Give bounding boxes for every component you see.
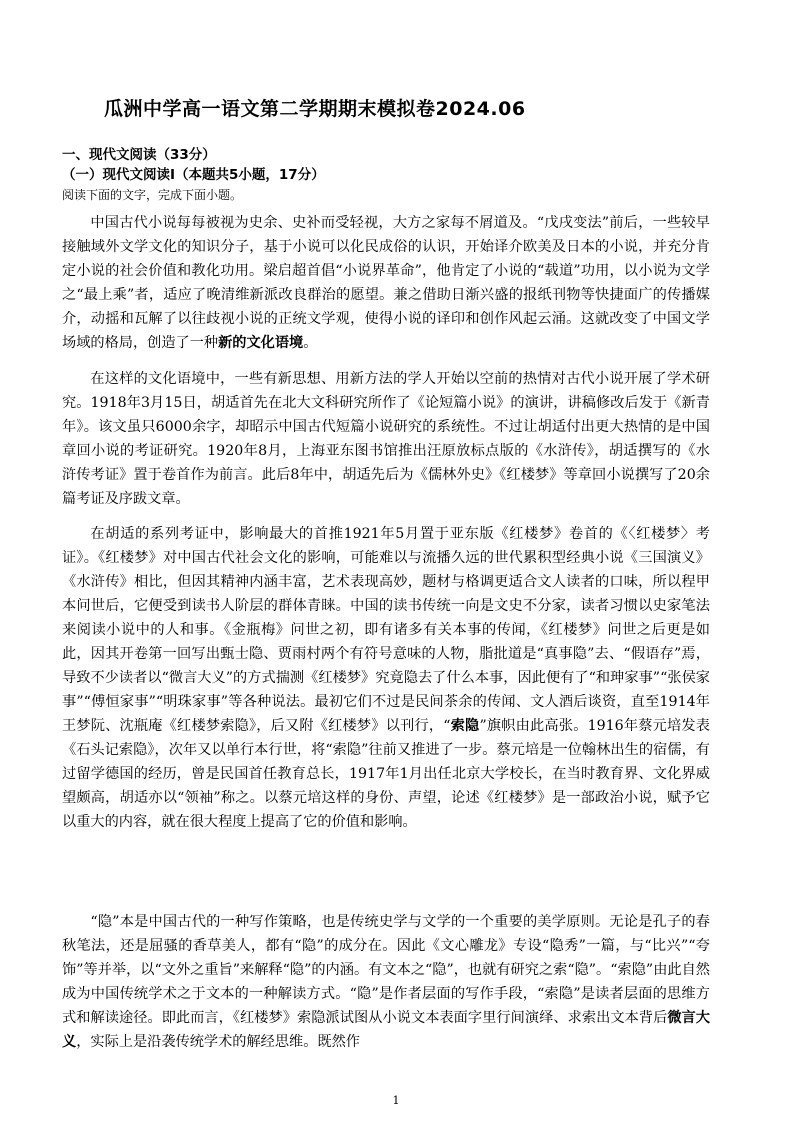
document-title: 瓜洲中学高一语文第二学期期末模拟卷2024.06 [104,98,526,120]
paragraph-4-tail: ，实际上是沿袭传统学术的解经思维。既然作 [76,1034,360,1050]
section-heading: 一、现代文阅读（33分） [62,147,216,163]
paragraph-3-tail: ”旗帜由此高张。1916年蔡元培发表《石头记索隐》，次年又以单行本行世，将“索隐”往前又推进了一步。蔡元培是一位翰林出生的宿儒，有过留学德国的经历，曾是民国首任教育总长，1917年1月出任北京大学校长，在当时教育界、文化界威望颇高，胡适亦以“领袖”称之。以蔡元培这样的身份、声望，论述《红楼梦》是一部政治小说，赋予它以重大的内容，就在很大程度上提高了它的价值和影响。 [62,718,710,830]
subsection-heading: （一）现代文阅读Ⅰ（本题共5小题，17分） [62,167,325,183]
reading-instruction: 阅读下面的文字，完成下面小题。 [62,188,243,202]
paragraph-3-bold-term: 索隐 [450,718,480,734]
paragraph-4-bold-term: 微言大义 [62,1010,710,1050]
paragraph-1-tail: 。 [303,335,318,351]
page-number: 1 [392,1094,400,1107]
paragraph-3 [62,522,710,834]
paragraph-1-text: 中国古代小说每每被视为史余、史补而受轻视，大方之家每不屑道及。“戊戌变法”前后，一些较早接触域外文学文化的知识分子，基于小说可以化民成俗的认识，开始译介欧美及日本的小说，并充分肯定小说的社会价值和教化功用。梁启超首倡“小说界革命”，他肯定了小说的“载道”功用，以小说为文学之“最上乘”者，适应了晚清维新派改良群治的愿望。兼之借助日渐兴盛的报纸刊物等快捷面广的传播媒介，动摇和瓦解了以往歧视小说的正统文学观，使得小说的译印和创作风起云涌。这就改变了中国文学场域的格局，创造了一种 [62,215,710,351]
paragraph-1-bold-term: 新的文化语境 [218,335,304,351]
paragraph-4 [62,910,710,1054]
paragraph-4-text: “隐”本是中国古代的一种写作策略，也是传统史学与文学的一个重要的美学原则。无论是孔子的春秋笔法，还是屈骚的香草美人，都有“隐”的成分在。因此《文心雕龙》专设“隐秀”一篇，与“比兴”“夸饰”等并举，以“文外之重旨”来解释“隐”的内涵。有文本之“隐”，也就有研究之索“隐”。“索隐”由此自然成为中国传统学术之于文本的一种解读方式。“隐”是作者层面的写作手段，“索隐”是读者层面的思维方式和解读途径。即此而言，《红楼梦》索隐派试图从小说文本表面字里行间演绎、求索出文本背后 [62,914,710,1026]
paragraph-2: 在这样的文化语境中，一些有新思想、用新方法的学人开始以空前的热情对古代小说开展了学术研究。1918年3月15日，胡适首先在北大文科研究所作了《论短篇小说》的演讲，讲稿修改后发于《新青年》。该文虽只6000余字，却昭示中国古代短篇小说研究的系统性。不过让胡适付出更大热情的是中国章回小说的考证研究。1920年8月，上海亚东图书馆推出汪原放标点版的《水浒传》，胡适撰写的《水浒传考证》置于卷首作为前言。此后8年中，胡适先后为《儒林外史》《红楼梦》等章回小说撰写了20余篇考证及序跋文章。 [62,371,710,507]
paragraph-1 [62,211,710,355]
paragraph-3-text: 在胡适的系列考证中，影响最大的首推1921年5月置于亚东版《红楼梦》卷首的《〈红楼梦〉考证》。《红楼梦》对中国古代社会文化的影响，可能难以与流播久远的世代累积型经典小说《三国演义》《水浒传》相比，但因其精神内涵丰富，艺术表现高妙，题材与格调更适合文人读者的口味，所以程甲本问世后，它便受到读书人阶层的群体青睐。中国的读书传统一向是文史不分家，读者习惯以史家笔法来阅读小说中的人和事。《金瓶梅》问世之初，即有诸多有关本事的传闻，《红楼梦》问世之后更是如此，因其开卷第一回写出甄士隐、贾雨村两个有符号意味的人物，脂批道是“真事隐”去、“假语存”焉，导致不少读者以“微言大义”的方式揣测《红楼梦》究竟隐去了什么本事，因此便有了“和珅家事”“张侯家事”“傅恒家事”“明珠家事”等各种说法。最初它们不过是民间茶余的传闻、文人酒后谈资，直至1914年王梦阮、沈瓶庵《红楼梦索隐》，后又附《红楼梦》以刊行，“ [62,526,710,734]
